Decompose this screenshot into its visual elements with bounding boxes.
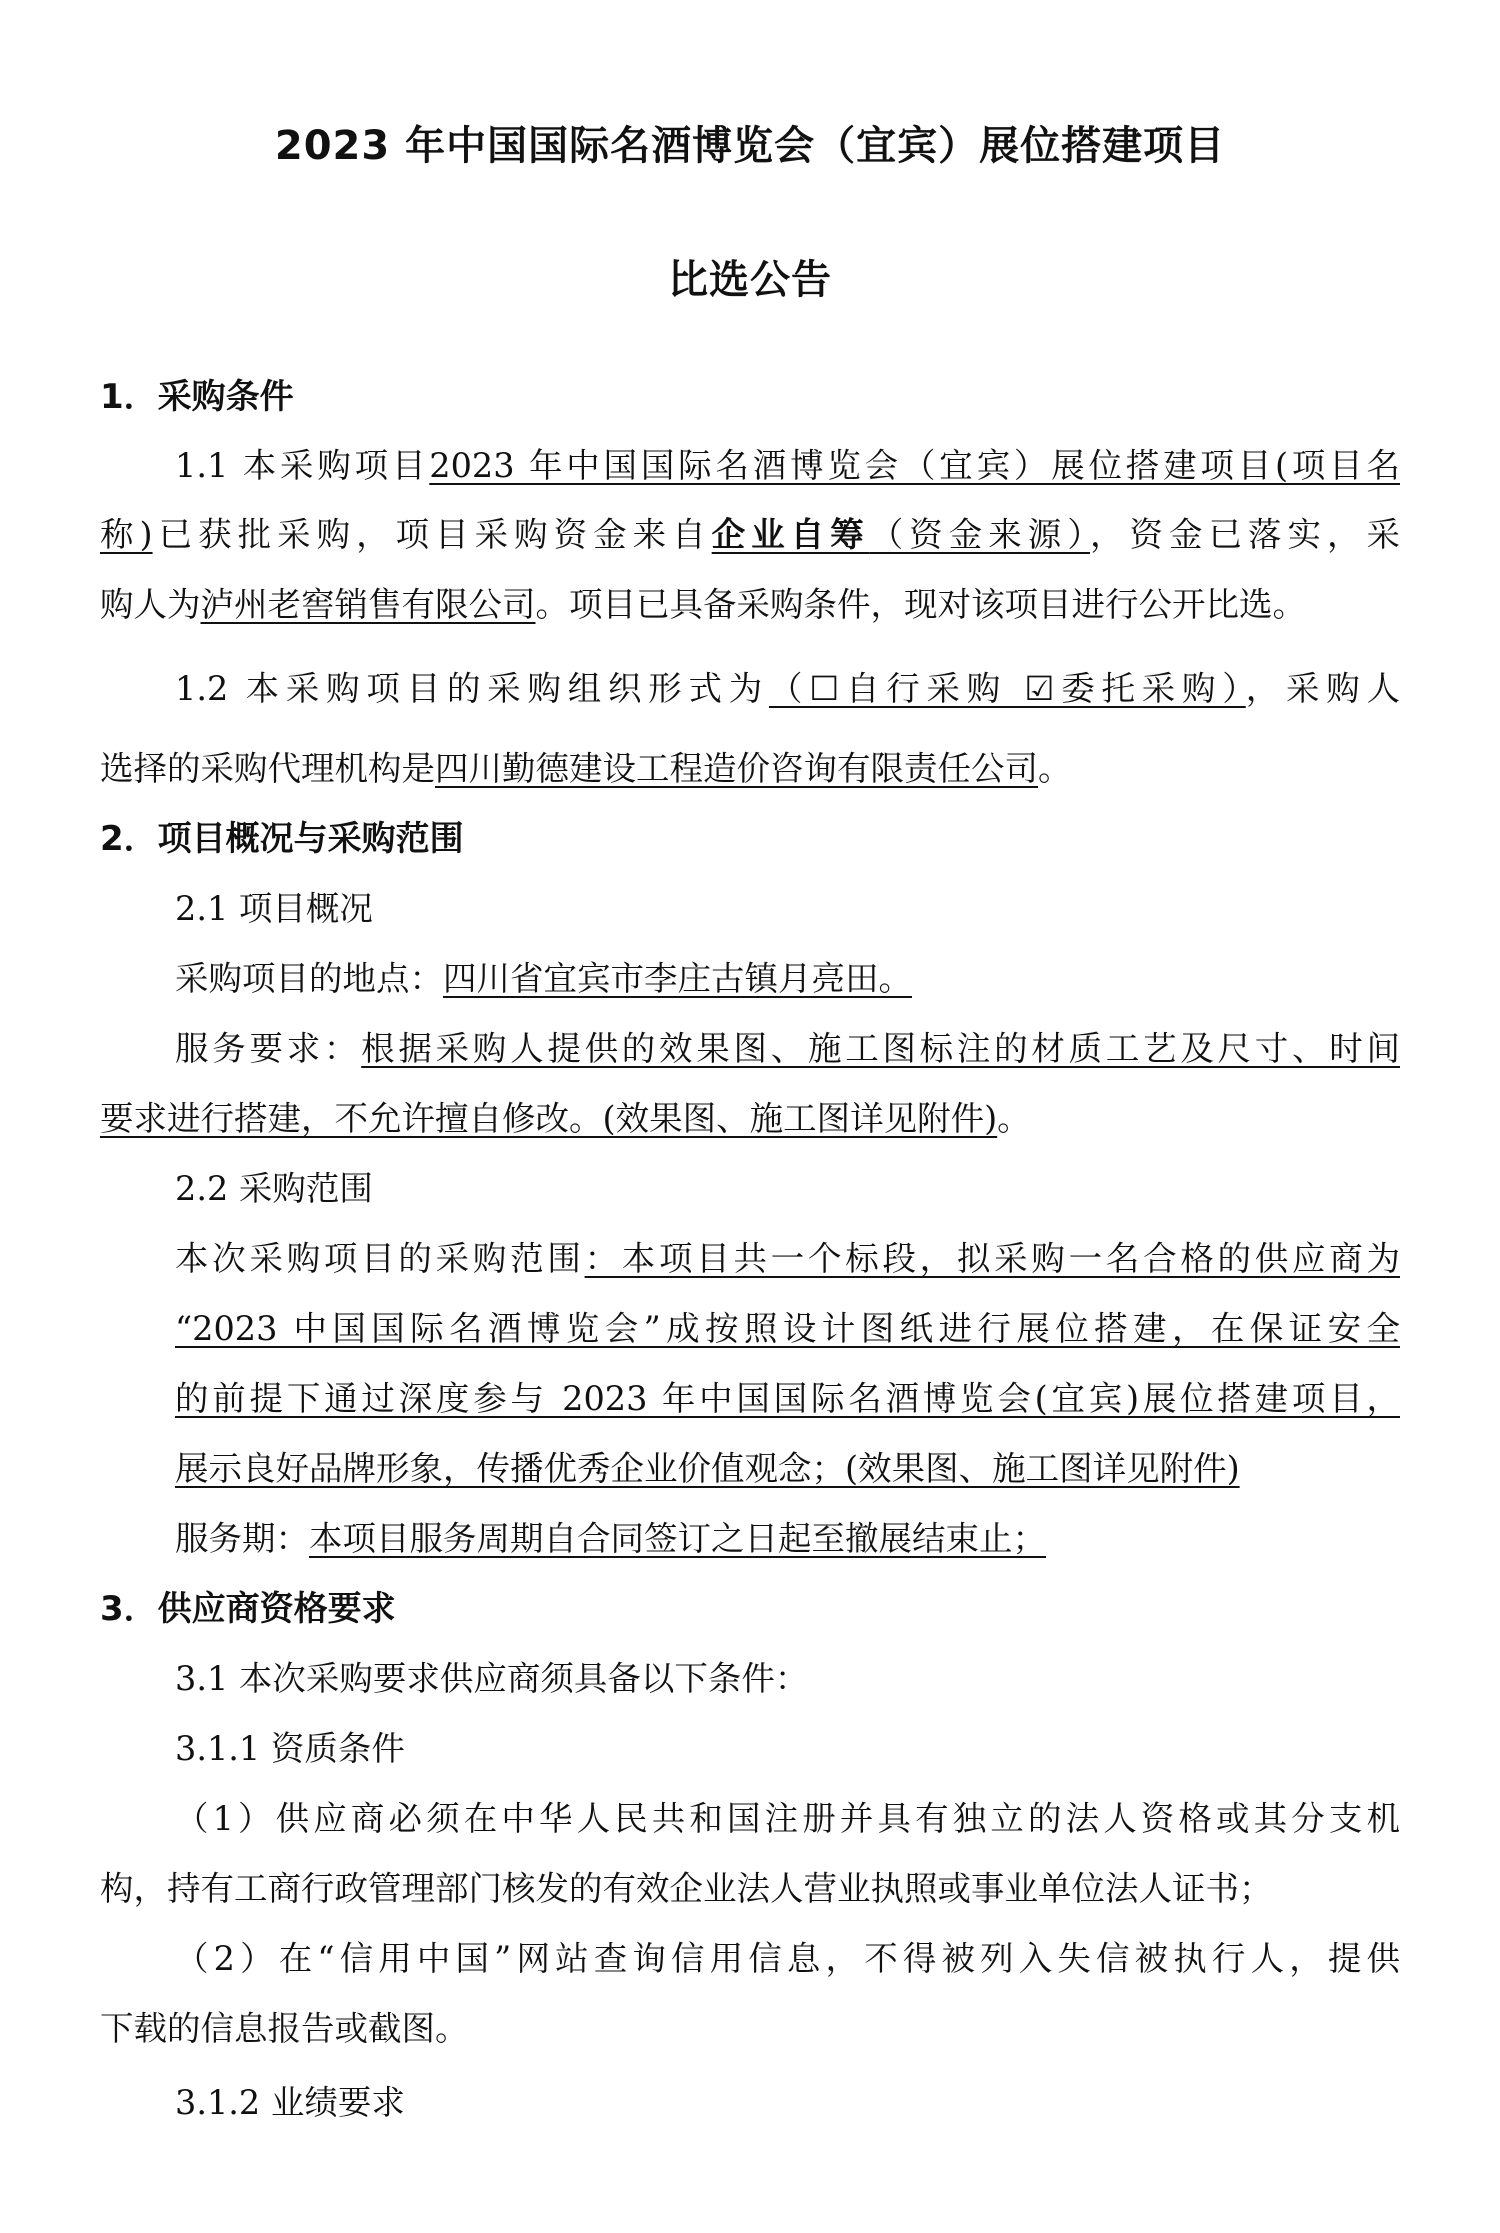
project-name: 2023 年中国国际名酒博览会（宜宾）展位搭建项目(项目名 xyxy=(429,446,1400,485)
scope-line-1: 本次采购项目的采购范围：本项目共一个标段，拟采购一名合格的供应商为 xyxy=(175,1239,1400,1278)
para-1-2-line-2: 选择的采购代理机构是四川勤德建设工程造价咨询有限责任公司。 xyxy=(100,749,1072,788)
document-title: 2023 年中国国际名酒博览会（宜宾）展位搭建项目 xyxy=(274,123,1226,169)
subsection-3-1-2: 3.1.2 业绩要求 xyxy=(175,2083,405,2122)
scope-line-2: “2023 中国国际名酒博览会”成按照设计图纸进行展位搭建，在保证安全 xyxy=(175,1309,1400,1348)
condition-2-line-1: （2）在“信用中国”网站查询信用信息，不得被列入失信被执行人，提供 xyxy=(175,1939,1400,1978)
document-subtitle: 比选公告 xyxy=(668,257,832,303)
procurement-form: （☐自行采购 ☑委托采购） xyxy=(768,669,1246,708)
para-1-1-line-3: 购人为泸州老窖销售有限公司。项目已具备采购条件，现对该项目进行公开比选。 xyxy=(100,585,1306,624)
subsection-2-2: 2.2 采购范围 xyxy=(175,1169,373,1208)
service-requirement-line-2: 要求进行搭建，不允许擅自修改。(效果图、施工图详见附件)。 xyxy=(100,1099,1031,1138)
service-period: 服务期：本项目服务周期自合同签订之日起至撤展结束止； xyxy=(175,1519,1046,1558)
section-1-heading: 1．采购条件 xyxy=(100,377,294,417)
scope-line-3: 的前提下通过深度参与 2023 年中国国际名酒博览会(宜宾)展位搭建项目， xyxy=(175,1379,1400,1418)
funding-source: 企业自筹（资金来源） xyxy=(711,515,1090,554)
subsection-3-1-1: 3.1.1 资质条件 xyxy=(175,1729,405,1768)
scope-line-4: 展示良好品牌形象，传播优秀企业价值观念；(效果图、施工图详见附件) xyxy=(175,1449,1240,1488)
condition-1-line-1: （1）供应商必须在中华人民共和国注册并具有独立的法人资格或其分支机 xyxy=(175,1799,1400,1838)
condition-1-line-2: 构，持有工商行政管理部门核发的有效企业法人营业执照或事业单位法人证书； xyxy=(100,1869,1273,1908)
section-2-heading: 2．项目概况与采购范围 xyxy=(100,819,464,859)
para-1-1-line-2: 称)已获批采购，项目采购资金来自企业自筹（资金来源），资金已落实，采 xyxy=(100,515,1401,554)
service-requirement-line-1: 服务要求：根据采购人提供的效果图、施工图标注的材质工艺及尺寸、时间 xyxy=(175,1029,1400,1068)
condition-2-line-2: 下载的信息报告或截图。 xyxy=(100,2009,469,2048)
para-1-2-line-1: 1.2 本采购项目的采购组织形式为（☐自行采购 ☑委托采购），采购人 xyxy=(175,669,1400,708)
para-1-1-line-1: 1.1 本采购项目2023 年中国国际名酒博览会（宜宾）展位搭建项目(项目名 xyxy=(175,446,1400,485)
project-location: 采购项目的地点：四川省宜宾市李庄古镇月亮田。 xyxy=(175,959,912,998)
agency-name: 四川勤德建设工程造价咨询有限责任公司 xyxy=(435,749,1038,788)
section-3-heading: 3．供应商资格要求 xyxy=(100,1589,396,1629)
subsection-3-1: 3.1 本次采购要求供应商须具备以下条件： xyxy=(175,1659,809,1698)
subsection-2-1: 2.1 项目概况 xyxy=(175,889,373,928)
purchaser-name: 泸州老窖销售有限公司 xyxy=(200,585,536,624)
